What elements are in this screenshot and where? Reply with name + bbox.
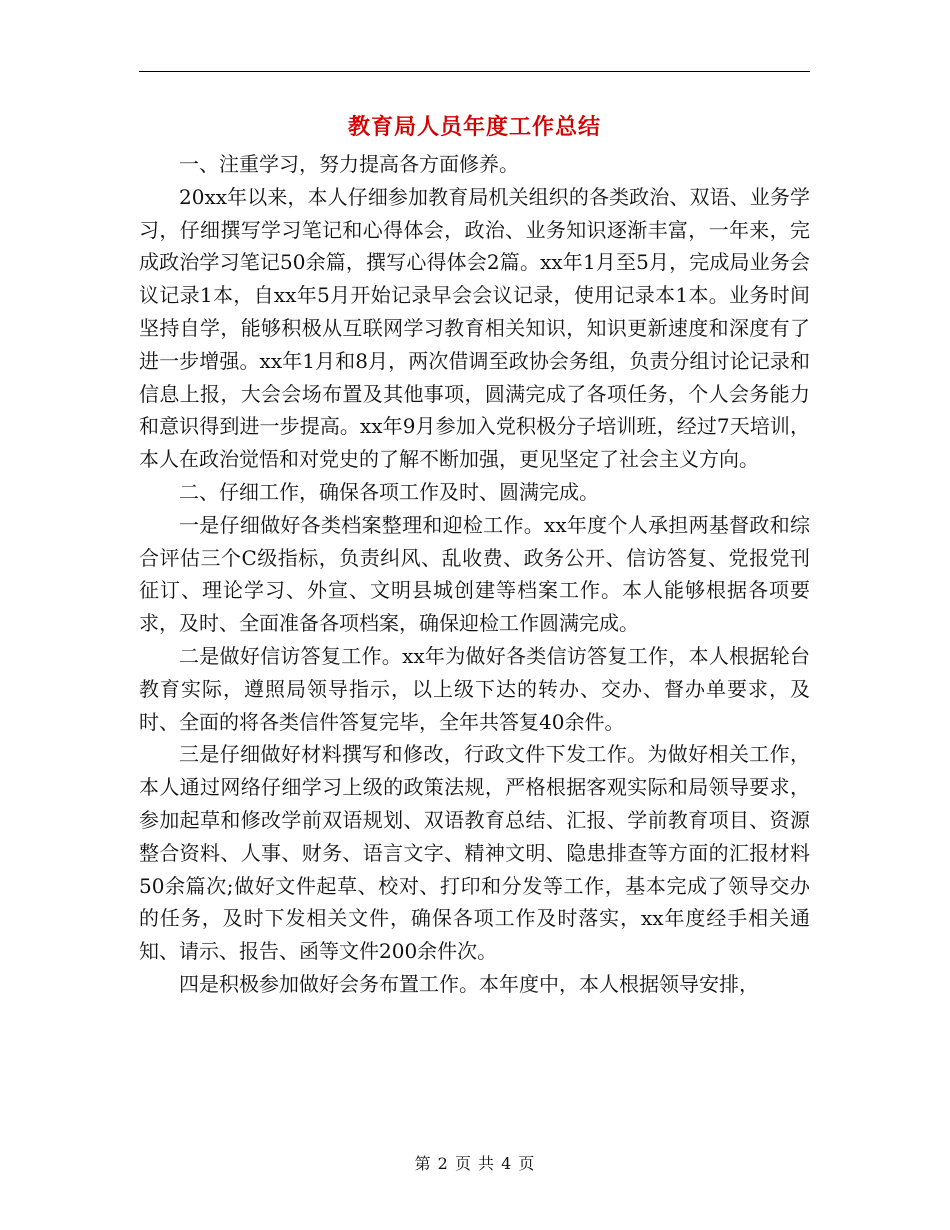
paragraph-heading-2: 二、仔细工作，确保各项工作及时、圆满完成。 [179, 479, 599, 504]
document-title: 教育局人员年度工作总结 [347, 114, 601, 140]
paragraph: 四是积极参加做好会务布置工作。本年度中，本人根据领导安排， [179, 971, 759, 996]
header-rule [139, 71, 810, 72]
document-body [139, 148, 810, 1001]
page-number-footer: 第 2 页 共 4 页 [414, 1154, 536, 1173]
paragraph: 一是仔细做好各类档案整理和迎检工作。xx年度个人承担两基督政和综合评估三个C级指标，负责纠风、乱收费、政务公开、信访答复、党报党刊征订、理论学习、外宣、文明县城创建等档案工作。本人能够根据各项要求，及时、全面准备各项档案，确保迎检工作圆满完成。 [139, 512, 810, 636]
paragraph-heading-1: 一、注重学习，努力提高各方面修养。 [179, 152, 519, 176]
paragraph: 二是做好信访答复工作。xx年为做好各类信访答复工作，本人根据轮台教育实际，遵照局领导指示，以上级下达的转办、交办、督办单要求，及时、全面的将各类信件答复完毕，全年共答复40余件。 [139, 643, 810, 734]
paragraph: 20xx年以来，本人仔细参加教育局机关组织的各类政治、双语、业务学习，仔细撰写学习笔记和心得体会，政治、业务知识逐渐丰富，一年来，完成政治学习笔记50余篇，撰写心得体会2篇。xx年1月至5月，完成局业务会议记录1本，自xx年5月开始记录早会会议记录，使用记录本1本。业务时间坚持自学，能够积极从互联网学习教育相关知识，知识更新速度和深度有了进一步增强。xx年1月和8月，两次借调至政协会务组，负责分组讨论记录和信息上报，大会会场布置及其他事项，圆满完成了各项任务，个人会务能力和意识得到进一步提高。xx年9月参加入党积极分子培训班，经过7天培训，本人在政治觉悟和对党史的了解不断加强，更见坚定了社会主义方向。 [139, 184, 810, 472]
paragraph: 三是仔细做好材料撰写和修改，行政文件下发工作。为做好相关工作，本人通过网络仔细学习上级的政策法规，严格根据客观实际和局领导要求，参加起草和修改学前双语规划、双语教育总结、汇报、学前教育项目、资源整合资料、人事、财务、语言文字、精神文明、隐患排查等方面的汇报材料50余篇次;做好文件起草、校对、打印和分发等工作，基本完成了领导交办的任务，及时下发相关文件，确保各项工作及时落实，xx年度经手相关通知、请示、报告、函等文件200余件次。 [139, 742, 810, 964]
